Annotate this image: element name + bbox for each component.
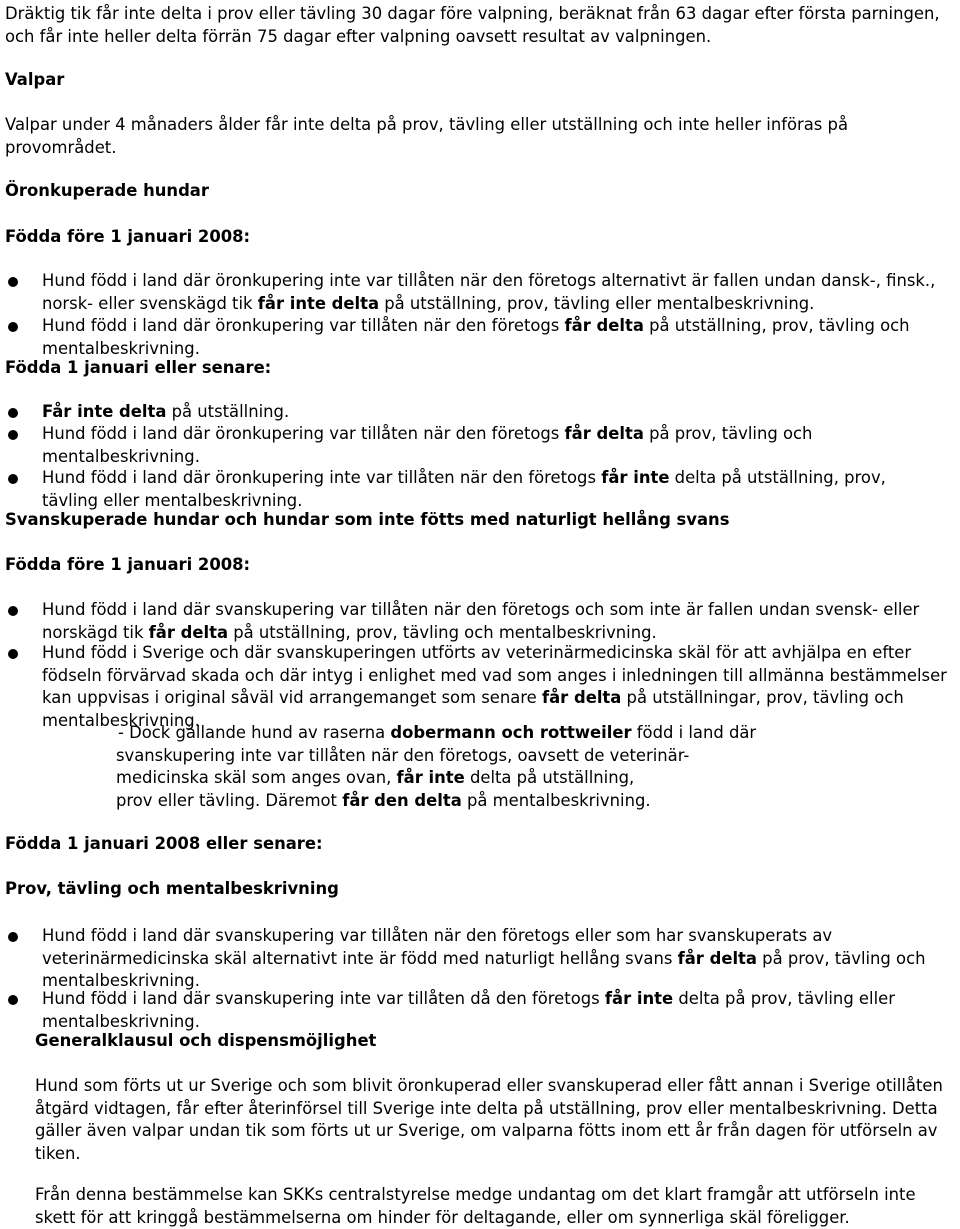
bullet-dot-icon	[8, 649, 18, 659]
list-item: Hund född i land där svanskupering inte var tillåten då den företogs får inte delta på prov, tävling eller mentalbeskrivning.	[42, 988, 947, 1033]
list-item: Hund född i Sverige och där svanskuperingen utförts av veterinärmedicinska skäl för att avhjälpa en efter födseln förvärvad skada och där intyg i enlighet med vad som anges i inledningen till allmänna bestämmelser kan uppvisas i original såväl vid arrangemanget som senare får delta på utställningar, prov, tävling och mentalbeskrivning.	[42, 642, 947, 732]
list-item: Hund född i land där svanskupering var tillåten när den företogs eller som har svanskuperats av veterinärmedicinska skäl alternativt inte är född med naturligt hellång svans får delta på prov, tävling och mentalbeskrivning.	[42, 925, 947, 993]
heading-oronkuperade: Öronkuperade hundar	[5, 181, 209, 200]
list-item: Hund född i land där öronkupering inte var tillåten när den företogs alternativt är fallen undan dansk-, finsk., norsk- eller svenskägd tik får inte delta på utställning, prov, tävling eller mentalbeskrivning.	[42, 270, 947, 315]
bullet-dot-icon	[8, 322, 18, 332]
list-item: Hund född i land där öronkupering var tillåten när den företogs får delta på prov, tävling och mentalbeskrivning.	[42, 423, 947, 468]
heading-svanskuperade: Svanskuperade hundar och hundar som inte fötts med naturligt hellång svans	[5, 510, 730, 529]
subheading-prov-tavling: Prov, tävling och mentalbeskrivning	[5, 879, 339, 898]
bullet-dot-icon	[8, 474, 18, 484]
bullet-dot-icon	[8, 430, 18, 440]
bullet-dot-icon	[8, 606, 18, 616]
general-paragraph-1: Hund som förts ut ur Sverige och som blivit öronkuperad eller svanskuperad eller fått annan i Sverige otillåten åtgärd vidtagen, får efter återinförsel till Sverige inte delta på utställning, prov eller mentalbeskrivning. Detta gäller även valpar undan tik som förts ut ur Sverige, om valparna fötts inom ett år från dagen för utförseln av tiken.	[35, 1076, 943, 1163]
heading-valpar: Valpar	[5, 70, 65, 89]
heading-generalklausul: Generalklausul och dispensmöjlighet	[35, 1031, 377, 1050]
bullet-dot-icon	[8, 277, 18, 287]
list-item: Hund född i land där svanskupering var tillåten när den företogs och som inte är fallen undan svensk- eller norskägd tik får delta på utställning, prov, tävling och mentalbeskrivning.	[42, 599, 947, 644]
list-item: Får inte delta på utställning.	[42, 401, 947, 424]
bullet-dot-icon	[8, 995, 18, 1005]
bullet-dot-icon	[8, 932, 18, 942]
subheading-oron-fodda-senare: Födda 1 januari eller senare:	[5, 358, 272, 377]
subheading-svans-fodda-fore: Födda före 1 januari 2008:	[5, 555, 251, 574]
valpar-paragraph: Valpar under 4 månaders ålder får inte delta på prov, tävling eller utställning och inte heller införas på provområdet.	[5, 115, 848, 157]
intro-paragraph: Dräktig tik får inte delta i prov eller tävling 30 dagar före valpning, beräknat från 63 dagar efter första parningen, och får inte heller delta förrän 75 dagar efter valpning oavsett resultat av valpningen.	[5, 4, 940, 46]
list-item: Hund född i land där öronkupering inte var tillåten när den företogs får inte delta på utställning, prov, tävling eller mentalbeskrivning.	[42, 467, 947, 512]
dock-exception-note: - Dock gällande hund av raserna dobermann och rottweiler född i land där svanskupering inte var tillåten när den företogs, oavsett de veterinär- medicinska skäl som anges ovan, får inte delta på utställning, prov eller tävling. Däremot får den delta på mentalbeskrivning.	[116, 723, 757, 810]
subheading-oron-fodda-fore: Födda före 1 januari 2008:	[5, 227, 251, 246]
subheading-svans-fodda-senare: Födda 1 januari 2008 eller senare:	[5, 834, 323, 853]
bullet-dot-icon	[8, 408, 18, 418]
list-item: Hund född i land där öronkupering var tillåten när den företogs får delta på utställning, prov, tävling och mentalbeskrivning.	[42, 315, 947, 360]
general-paragraph-2: Från denna bestämmelse kan SKKs centralstyrelse medge undantag om det klart framgår att utförseln inte skett för att kringgå bestämmelserna om hinder för deltagande, eller om synnerliga skäl föreligger.	[35, 1185, 916, 1227]
